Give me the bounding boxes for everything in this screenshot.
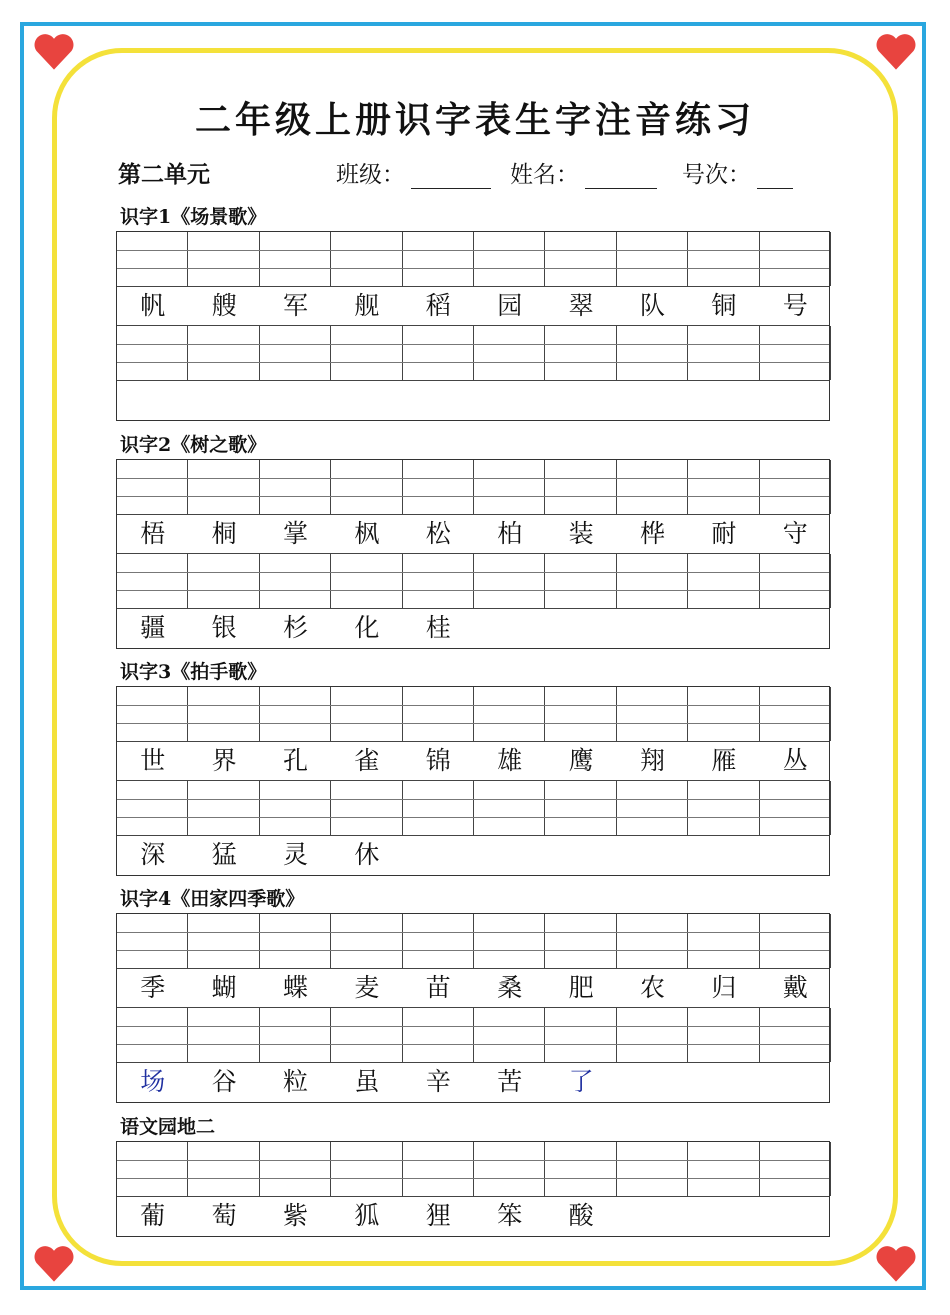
hanzi-char: 农 [639, 973, 665, 1002]
hanzi-char: 苗 [425, 973, 451, 1002]
pinyin-cell[interactable] [545, 232, 616, 286]
hanzi-char: 界 [211, 746, 237, 775]
pinyin-cell[interactable] [474, 460, 545, 514]
hanzi-char: 枫 [354, 519, 380, 548]
writing-grid [116, 913, 830, 1103]
hanzi-char: 翔 [639, 746, 665, 775]
character-row [117, 380, 829, 420]
pinyin-cell[interactable] [403, 914, 474, 968]
hanzi-char: 蝴 [211, 973, 237, 1002]
hanzi-char: 雄 [497, 746, 523, 775]
pinyin-cell[interactable] [617, 232, 688, 286]
character-row [117, 835, 829, 875]
pinyin-cell[interactable] [403, 687, 474, 741]
pinyin-cell[interactable] [545, 460, 616, 514]
hanzi-char: 桂 [425, 613, 451, 642]
info-row [118, 156, 818, 190]
pinyin-cell[interactable] [760, 460, 831, 514]
pinyin-cell[interactable] [760, 914, 831, 968]
pinyin-guide-line [117, 1044, 829, 1045]
pinyin-cell[interactable] [474, 1008, 545, 1062]
pinyin-cell[interactable] [260, 554, 331, 608]
heart-icon [874, 1242, 918, 1286]
pinyin-cell[interactable] [260, 1008, 331, 1062]
name-field[interactable] [510, 156, 657, 189]
pinyin-cell[interactable] [403, 554, 474, 608]
pinyin-cell[interactable] [545, 687, 616, 741]
pinyin-cell[interactable] [403, 232, 474, 286]
pinyin-guide-line [117, 723, 829, 724]
hanzi-char: 萄 [211, 1201, 237, 1230]
pinyin-cell[interactable] [188, 1142, 259, 1196]
pinyin-cell[interactable] [117, 326, 188, 380]
heart-icon [32, 1242, 76, 1286]
hanzi-char: 鹰 [568, 746, 594, 775]
pinyin-guide-line [117, 705, 829, 706]
pinyin-cell[interactable] [260, 232, 331, 286]
hanzi-char: 雀 [354, 746, 380, 775]
pinyin-cell[interactable] [188, 460, 259, 514]
pinyin-writing-band[interactable] [117, 326, 829, 380]
pinyin-cell[interactable] [188, 687, 259, 741]
pinyin-cell[interactable] [260, 1142, 331, 1196]
pinyin-guide-line [117, 250, 829, 251]
class-label: 班级： [336, 162, 405, 188]
pinyin-cell[interactable] [117, 1008, 188, 1062]
pinyin-cell[interactable] [617, 687, 688, 741]
heart-icon [32, 30, 76, 74]
pinyin-cell[interactable] [760, 687, 831, 741]
unit-label: 第二单元 [118, 161, 210, 188]
hanzi-char: 灵 [282, 840, 308, 869]
section-label: 识字3《拍手歌》 [120, 661, 267, 683]
pinyin-writing-band[interactable] [117, 232, 829, 286]
pinyin-cell[interactable] [331, 554, 402, 608]
pinyin-cell[interactable] [688, 554, 759, 608]
pinyin-cell[interactable] [188, 554, 259, 608]
pinyin-cell[interactable] [117, 232, 188, 286]
pinyin-guide-line [117, 817, 829, 818]
hanzi-char: 耐 [711, 519, 737, 548]
pinyin-cell[interactable] [474, 1142, 545, 1196]
pinyin-guide-line [117, 1160, 829, 1161]
hanzi-char: 虽 [354, 1067, 380, 1096]
pinyin-guide-line [117, 344, 829, 345]
hanzi-char: 柏 [497, 519, 523, 548]
pinyin-cell[interactable] [331, 687, 402, 741]
pinyin-cell[interactable] [331, 232, 402, 286]
hanzi-char: 化 [354, 613, 380, 642]
pinyin-cell[interactable] [474, 554, 545, 608]
pinyin-cell[interactable] [260, 687, 331, 741]
pinyin-cell[interactable] [617, 554, 688, 608]
hanzi-char: 军 [282, 291, 308, 320]
pinyin-guide-line [117, 932, 829, 933]
pinyin-cell[interactable] [617, 326, 688, 380]
pinyin-cell[interactable] [760, 554, 831, 608]
pinyin-cell[interactable] [545, 326, 616, 380]
pinyin-guide-line [117, 362, 829, 363]
hanzi-char: 疆 [140, 613, 166, 642]
pinyin-cell[interactable] [188, 781, 259, 835]
page-title: 二年级上册识字表生字注音练习 [194, 99, 755, 141]
hanzi-char: 蝶 [282, 973, 308, 1002]
section-label: 识字4《田家四季歌》 [120, 888, 305, 910]
character-row [117, 286, 829, 326]
pinyin-guide-line [117, 799, 829, 800]
pinyin-cell[interactable] [117, 914, 188, 968]
pinyin-cell[interactable] [545, 914, 616, 968]
hanzi-char: 孔 [282, 746, 308, 775]
pinyin-cell[interactable] [617, 1142, 688, 1196]
pinyin-cell[interactable] [331, 914, 402, 968]
pinyin-guide-line [117, 496, 829, 497]
hanzi-char: 守 [782, 519, 808, 548]
section-label: 识字1《场景歌》 [120, 206, 267, 228]
pinyin-cell[interactable] [403, 781, 474, 835]
hanzi-char: 谷 [211, 1067, 237, 1096]
pinyin-cell[interactable] [760, 1008, 831, 1062]
pinyin-cell[interactable] [760, 781, 831, 835]
pinyin-cell[interactable] [545, 1008, 616, 1062]
pinyin-writing-band[interactable] [117, 1008, 829, 1062]
hanzi-char: 桑 [497, 973, 523, 1002]
hanzi-char: 苦 [497, 1067, 523, 1096]
writing-grid [116, 686, 830, 876]
hanzi-char: 银 [211, 613, 237, 642]
pinyin-cell[interactable] [474, 781, 545, 835]
pinyin-guide-line [117, 950, 829, 951]
pinyin-cell[interactable] [403, 326, 474, 380]
pinyin-cell[interactable] [260, 781, 331, 835]
pinyin-guide-line [117, 478, 829, 479]
number-label: 号次： [682, 162, 751, 188]
pinyin-cell[interactable] [403, 460, 474, 514]
pinyin-cell[interactable] [260, 914, 331, 968]
hanzi-char: 深 [140, 840, 166, 869]
hanzi-char: 笨 [497, 1201, 523, 1230]
number-blank[interactable] [757, 166, 793, 189]
heart-icon [874, 30, 918, 74]
writing-grid [116, 1141, 830, 1237]
pinyin-cell[interactable] [117, 781, 188, 835]
pinyin-cell[interactable] [474, 326, 545, 380]
pinyin-cell[interactable] [117, 460, 188, 514]
pinyin-guide-line [117, 1178, 829, 1179]
hanzi-char: 酸 [568, 1201, 594, 1230]
name-label: 姓名： [510, 162, 579, 188]
pinyin-writing-band[interactable] [117, 554, 829, 608]
pinyin-cell[interactable] [188, 1008, 259, 1062]
hanzi-char: 麦 [354, 973, 380, 1002]
class-field[interactable] [336, 156, 491, 189]
hanzi-char: 归 [711, 973, 737, 1002]
hanzi-char: 掌 [282, 519, 308, 548]
hanzi-char: 锦 [425, 746, 451, 775]
hanzi-char: 戴 [782, 973, 808, 1002]
pinyin-cell[interactable] [117, 687, 188, 741]
hanzi-char: 桐 [211, 519, 237, 548]
character-row [117, 514, 829, 554]
hanzi-char: 桦 [639, 519, 665, 548]
pinyin-cell[interactable] [117, 1142, 188, 1196]
hanzi-char: 丛 [782, 746, 808, 775]
pinyin-cell[interactable] [474, 914, 545, 968]
hanzi-char: 艘 [211, 291, 237, 320]
pinyin-cell[interactable] [474, 232, 545, 286]
section-label: 识字2《树之歌》 [120, 434, 267, 456]
pinyin-cell[interactable] [331, 326, 402, 380]
pinyin-guide-line [117, 590, 829, 591]
pinyin-writing-band[interactable] [117, 781, 829, 835]
pinyin-cell[interactable] [760, 1142, 831, 1196]
character-row [117, 1196, 829, 1236]
hanzi-char: 园 [497, 291, 523, 320]
pinyin-cell[interactable] [260, 326, 331, 380]
hanzi-char: 铜 [711, 291, 737, 320]
character-row [117, 741, 829, 781]
pinyin-cell[interactable] [688, 326, 759, 380]
character-row [117, 968, 829, 1008]
hanzi-char: 装 [568, 519, 594, 548]
pinyin-cell[interactable] [688, 232, 759, 286]
pinyin-cell[interactable] [474, 687, 545, 741]
pinyin-cell[interactable] [617, 914, 688, 968]
hanzi-char: 辛 [425, 1067, 451, 1096]
pinyin-guide-line [117, 268, 829, 269]
character-row [117, 1062, 829, 1102]
pinyin-cell[interactable] [403, 1008, 474, 1062]
pinyin-cell[interactable] [617, 781, 688, 835]
writing-grid [116, 231, 830, 421]
pinyin-cell[interactable] [617, 1008, 688, 1062]
hanzi-char: 紫 [282, 1201, 308, 1230]
hanzi-char: 队 [639, 291, 665, 320]
pinyin-cell[interactable] [617, 460, 688, 514]
hanzi-char: 猛 [211, 840, 237, 869]
hanzi-char: 翠 [568, 291, 594, 320]
hanzi-char: 松 [425, 519, 451, 548]
pinyin-cell[interactable] [117, 554, 188, 608]
pinyin-cell[interactable] [688, 1142, 759, 1196]
pinyin-writing-band[interactable] [117, 687, 829, 741]
pinyin-cell[interactable] [331, 1008, 402, 1062]
pinyin-cell[interactable] [688, 1008, 759, 1062]
pinyin-guide-line [117, 1026, 829, 1027]
pinyin-cell[interactable] [260, 460, 331, 514]
hanzi-char: 季 [140, 973, 166, 1002]
pinyin-cell[interactable] [331, 460, 402, 514]
pinyin-writing-band[interactable] [117, 1142, 829, 1196]
pinyin-cell[interactable] [188, 914, 259, 968]
pinyin-cell[interactable] [760, 232, 831, 286]
pinyin-cell[interactable] [688, 687, 759, 741]
hanzi-char: 狐 [354, 1201, 380, 1230]
hanzi-char: 梧 [140, 519, 166, 548]
pinyin-writing-band[interactable] [117, 460, 829, 514]
character-row [117, 608, 829, 648]
number-field[interactable] [682, 156, 793, 189]
pinyin-cell[interactable] [545, 554, 616, 608]
hanzi-char: 场 [140, 1067, 166, 1096]
hanzi-char: 杉 [282, 613, 308, 642]
hanzi-char: 舰 [354, 291, 380, 320]
pinyin-cell[interactable] [188, 326, 259, 380]
hanzi-char: 粒 [282, 1067, 308, 1096]
pinyin-cell[interactable] [545, 1142, 616, 1196]
class-blank[interactable] [411, 166, 491, 189]
hanzi-char: 帆 [140, 291, 166, 320]
hanzi-char: 休 [354, 840, 380, 869]
hanzi-char: 葡 [140, 1201, 166, 1230]
hanzi-char: 了 [568, 1067, 594, 1096]
hanzi-char: 雁 [711, 746, 737, 775]
pinyin-cell[interactable] [688, 914, 759, 968]
pinyin-cell[interactable] [688, 781, 759, 835]
pinyin-cell[interactable] [545, 781, 616, 835]
section-label: 语文园地二 [120, 1116, 216, 1138]
hanzi-char: 狸 [425, 1201, 451, 1230]
pinyin-cell[interactable] [403, 1142, 474, 1196]
writing-grid [116, 459, 830, 649]
hanzi-char: 世 [140, 746, 166, 775]
pinyin-cell[interactable] [331, 781, 402, 835]
pinyin-guide-line [117, 572, 829, 573]
pinyin-writing-band[interactable] [117, 914, 829, 968]
hanzi-char: 稻 [425, 291, 451, 320]
pinyin-cell[interactable] [188, 232, 259, 286]
pinyin-cell[interactable] [331, 1142, 402, 1196]
hanzi-char: 肥 [568, 973, 594, 1002]
pinyin-cell[interactable] [760, 326, 831, 380]
name-blank[interactable] [585, 166, 657, 189]
hanzi-char: 号 [782, 291, 808, 320]
pinyin-cell[interactable] [688, 460, 759, 514]
